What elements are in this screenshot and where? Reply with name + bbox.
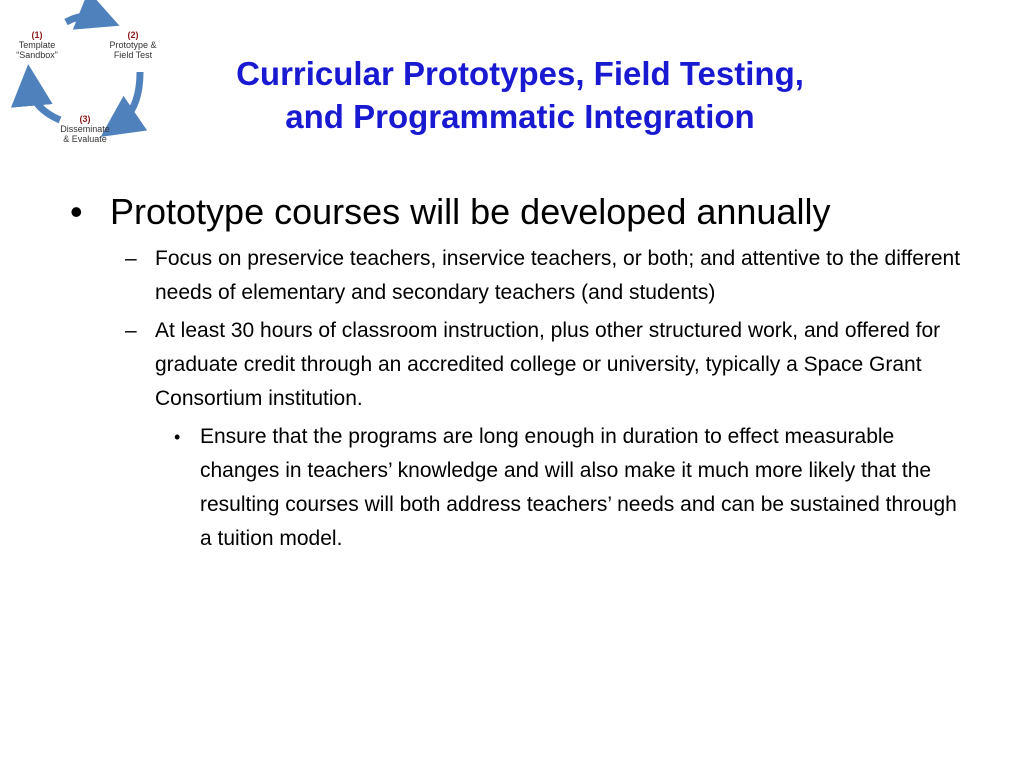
stage-number: (2) <box>127 30 139 40</box>
bullet-marker: • <box>70 191 83 232</box>
stage-number: (1) <box>31 30 43 40</box>
stage-number: (3) <box>79 114 91 124</box>
bullet-marker: • <box>174 427 181 447</box>
cycle-stage-template <box>6 30 68 60</box>
stage-label-line1: Prototype & <box>109 40 157 50</box>
sub-bullet-hours <box>125 314 975 416</box>
bullet-main <box>70 190 970 234</box>
slide-body <box>70 190 970 556</box>
cycle-diagram <box>0 0 175 160</box>
bullet-main-text: Prototype courses will be developed annually <box>110 191 831 232</box>
sub-bullet-focus-text: Focus on preservice teachers, inservice teachers, or both; and attentive to the different needs of elementary and secondary teachers (and students) <box>155 247 961 304</box>
cycle-stage-prototype <box>100 30 166 60</box>
slide-title-line1: Curricular Prototypes, Field Testing, <box>236 55 804 92</box>
arrow-1-to-2 <box>66 16 100 22</box>
stage-label-line2: & Evaluate <box>63 134 107 144</box>
slide-title-line2: and Programmatic Integration <box>285 98 755 135</box>
cycle-stage-disseminate <box>50 114 120 144</box>
sub-sub-bullet-duration-text: Ensure that the programs are long enough in duration to effect measurable changes in teachers’ knowledge and will also make it much more likely that the resulting courses will both address teachers’ needs and can be sustained through a tuition model. <box>200 425 957 550</box>
sub-bullet-focus <box>125 242 975 310</box>
slide-title <box>160 52 880 138</box>
stage-label-line2: “Sandbox” <box>16 50 58 60</box>
dash-marker: – <box>125 319 137 342</box>
arrow-2-to-3 <box>118 72 140 125</box>
dash-marker: – <box>125 247 137 270</box>
sub-bullet-hours-text: At least 30 hours of classroom instruction, plus other structured work, and offered for graduate credit through an accredited college or university, typically a Space Grant Consortium institution. <box>155 319 941 410</box>
stage-label-line1: Template <box>18 40 56 50</box>
stage-label-line1: Disseminate <box>60 124 110 134</box>
sub-sub-bullet-duration <box>174 420 960 556</box>
stage-label-line2: Field Test <box>113 50 153 60</box>
